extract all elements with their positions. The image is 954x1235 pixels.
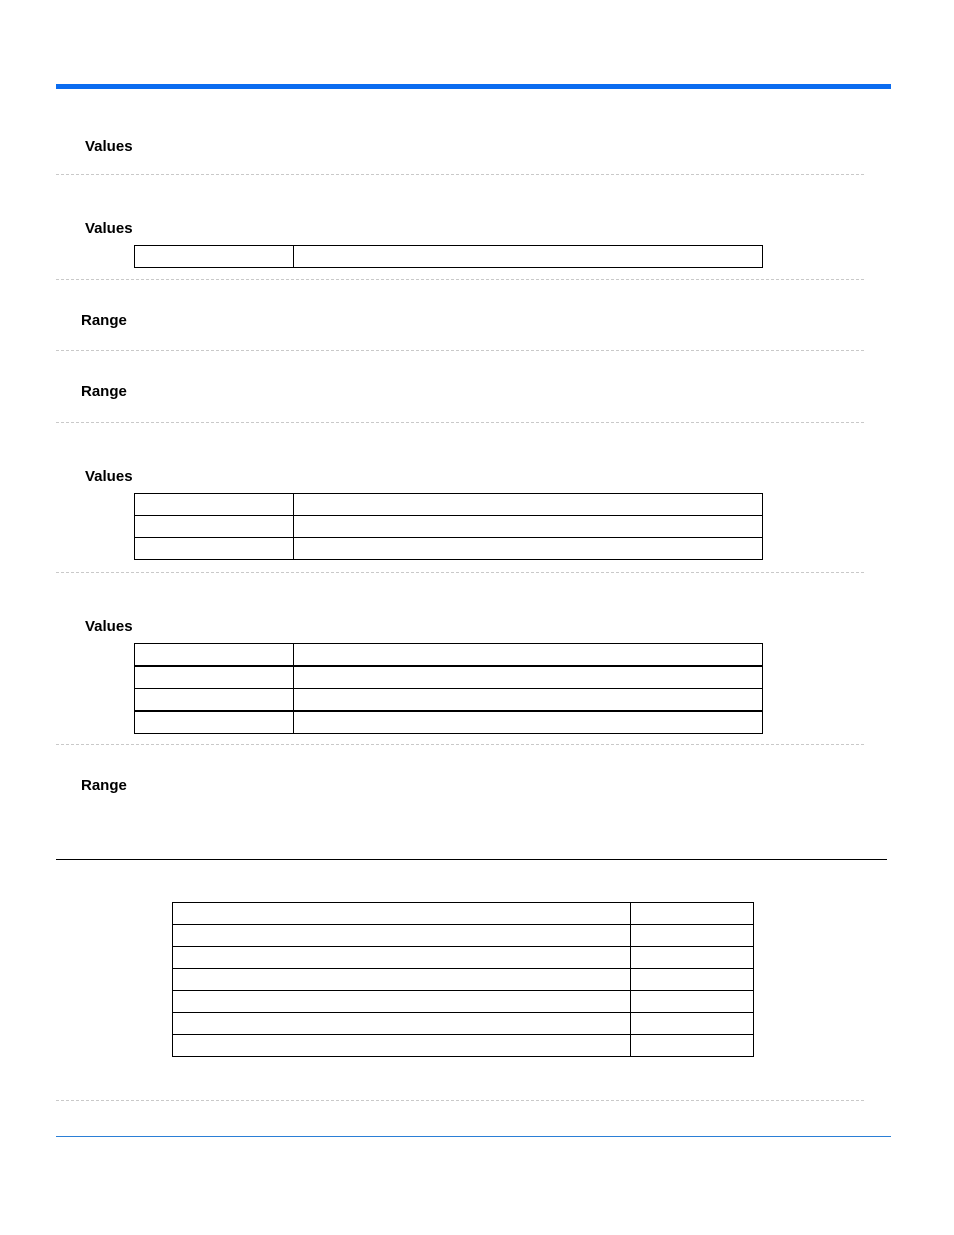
table-row — [173, 1035, 754, 1057]
table-cell — [135, 689, 294, 712]
table-cell — [294, 666, 763, 689]
table-cell — [173, 991, 631, 1013]
section-divider — [56, 1100, 864, 1101]
table-cell — [294, 689, 763, 712]
section-divider — [56, 350, 864, 351]
section-rule — [56, 859, 887, 860]
table-cell — [135, 516, 294, 538]
table-cell — [294, 644, 763, 667]
table-cell — [631, 925, 754, 947]
table-cell — [631, 1035, 754, 1057]
table-cell — [135, 644, 294, 667]
section-divider — [56, 572, 864, 573]
section-label-values: Values — [85, 468, 133, 485]
table-cell — [173, 969, 631, 991]
section-divider — [56, 744, 864, 745]
table-row — [135, 246, 763, 268]
table-cell — [631, 969, 754, 991]
table-row — [173, 925, 754, 947]
section-label-range: Range — [81, 777, 127, 794]
table-row — [135, 516, 763, 538]
table-cell — [294, 711, 763, 734]
footer-rule — [56, 1136, 891, 1137]
table-cell — [135, 538, 294, 560]
table-cell — [294, 538, 763, 560]
table-row — [135, 711, 763, 734]
table-row — [173, 1013, 754, 1035]
table-cell — [135, 494, 294, 516]
table-cell — [135, 711, 294, 734]
section-label-range: Range — [81, 383, 127, 400]
table-cell — [294, 516, 763, 538]
summary-table — [172, 902, 754, 1057]
table-cell — [294, 494, 763, 516]
table-cell — [173, 925, 631, 947]
values-table — [134, 245, 763, 268]
table-row — [173, 991, 754, 1013]
values-table — [134, 493, 763, 560]
table-cell — [631, 947, 754, 969]
table-row — [173, 947, 754, 969]
table-cell — [294, 246, 763, 268]
table-row — [135, 644, 763, 667]
table-row — [135, 689, 763, 712]
values-table — [134, 643, 763, 734]
table-cell — [173, 903, 631, 925]
table-cell — [135, 246, 294, 268]
section-divider — [56, 174, 864, 175]
table-row — [135, 494, 763, 516]
table-cell — [631, 1013, 754, 1035]
section-label-range: Range — [81, 312, 127, 329]
section-label-values: Values — [85, 138, 133, 155]
table-row — [173, 903, 754, 925]
table-cell — [173, 1013, 631, 1035]
table-row — [135, 666, 763, 689]
table-row — [173, 969, 754, 991]
table-cell — [631, 991, 754, 1013]
section-label-values: Values — [85, 220, 133, 237]
table-cell — [135, 666, 294, 689]
table-cell — [173, 1035, 631, 1057]
header-accent-bar — [56, 84, 891, 89]
table-cell — [631, 903, 754, 925]
section-label-values: Values — [85, 618, 133, 635]
table-cell — [173, 947, 631, 969]
table-row — [135, 538, 763, 560]
section-divider — [56, 422, 864, 423]
section-divider — [56, 279, 864, 280]
